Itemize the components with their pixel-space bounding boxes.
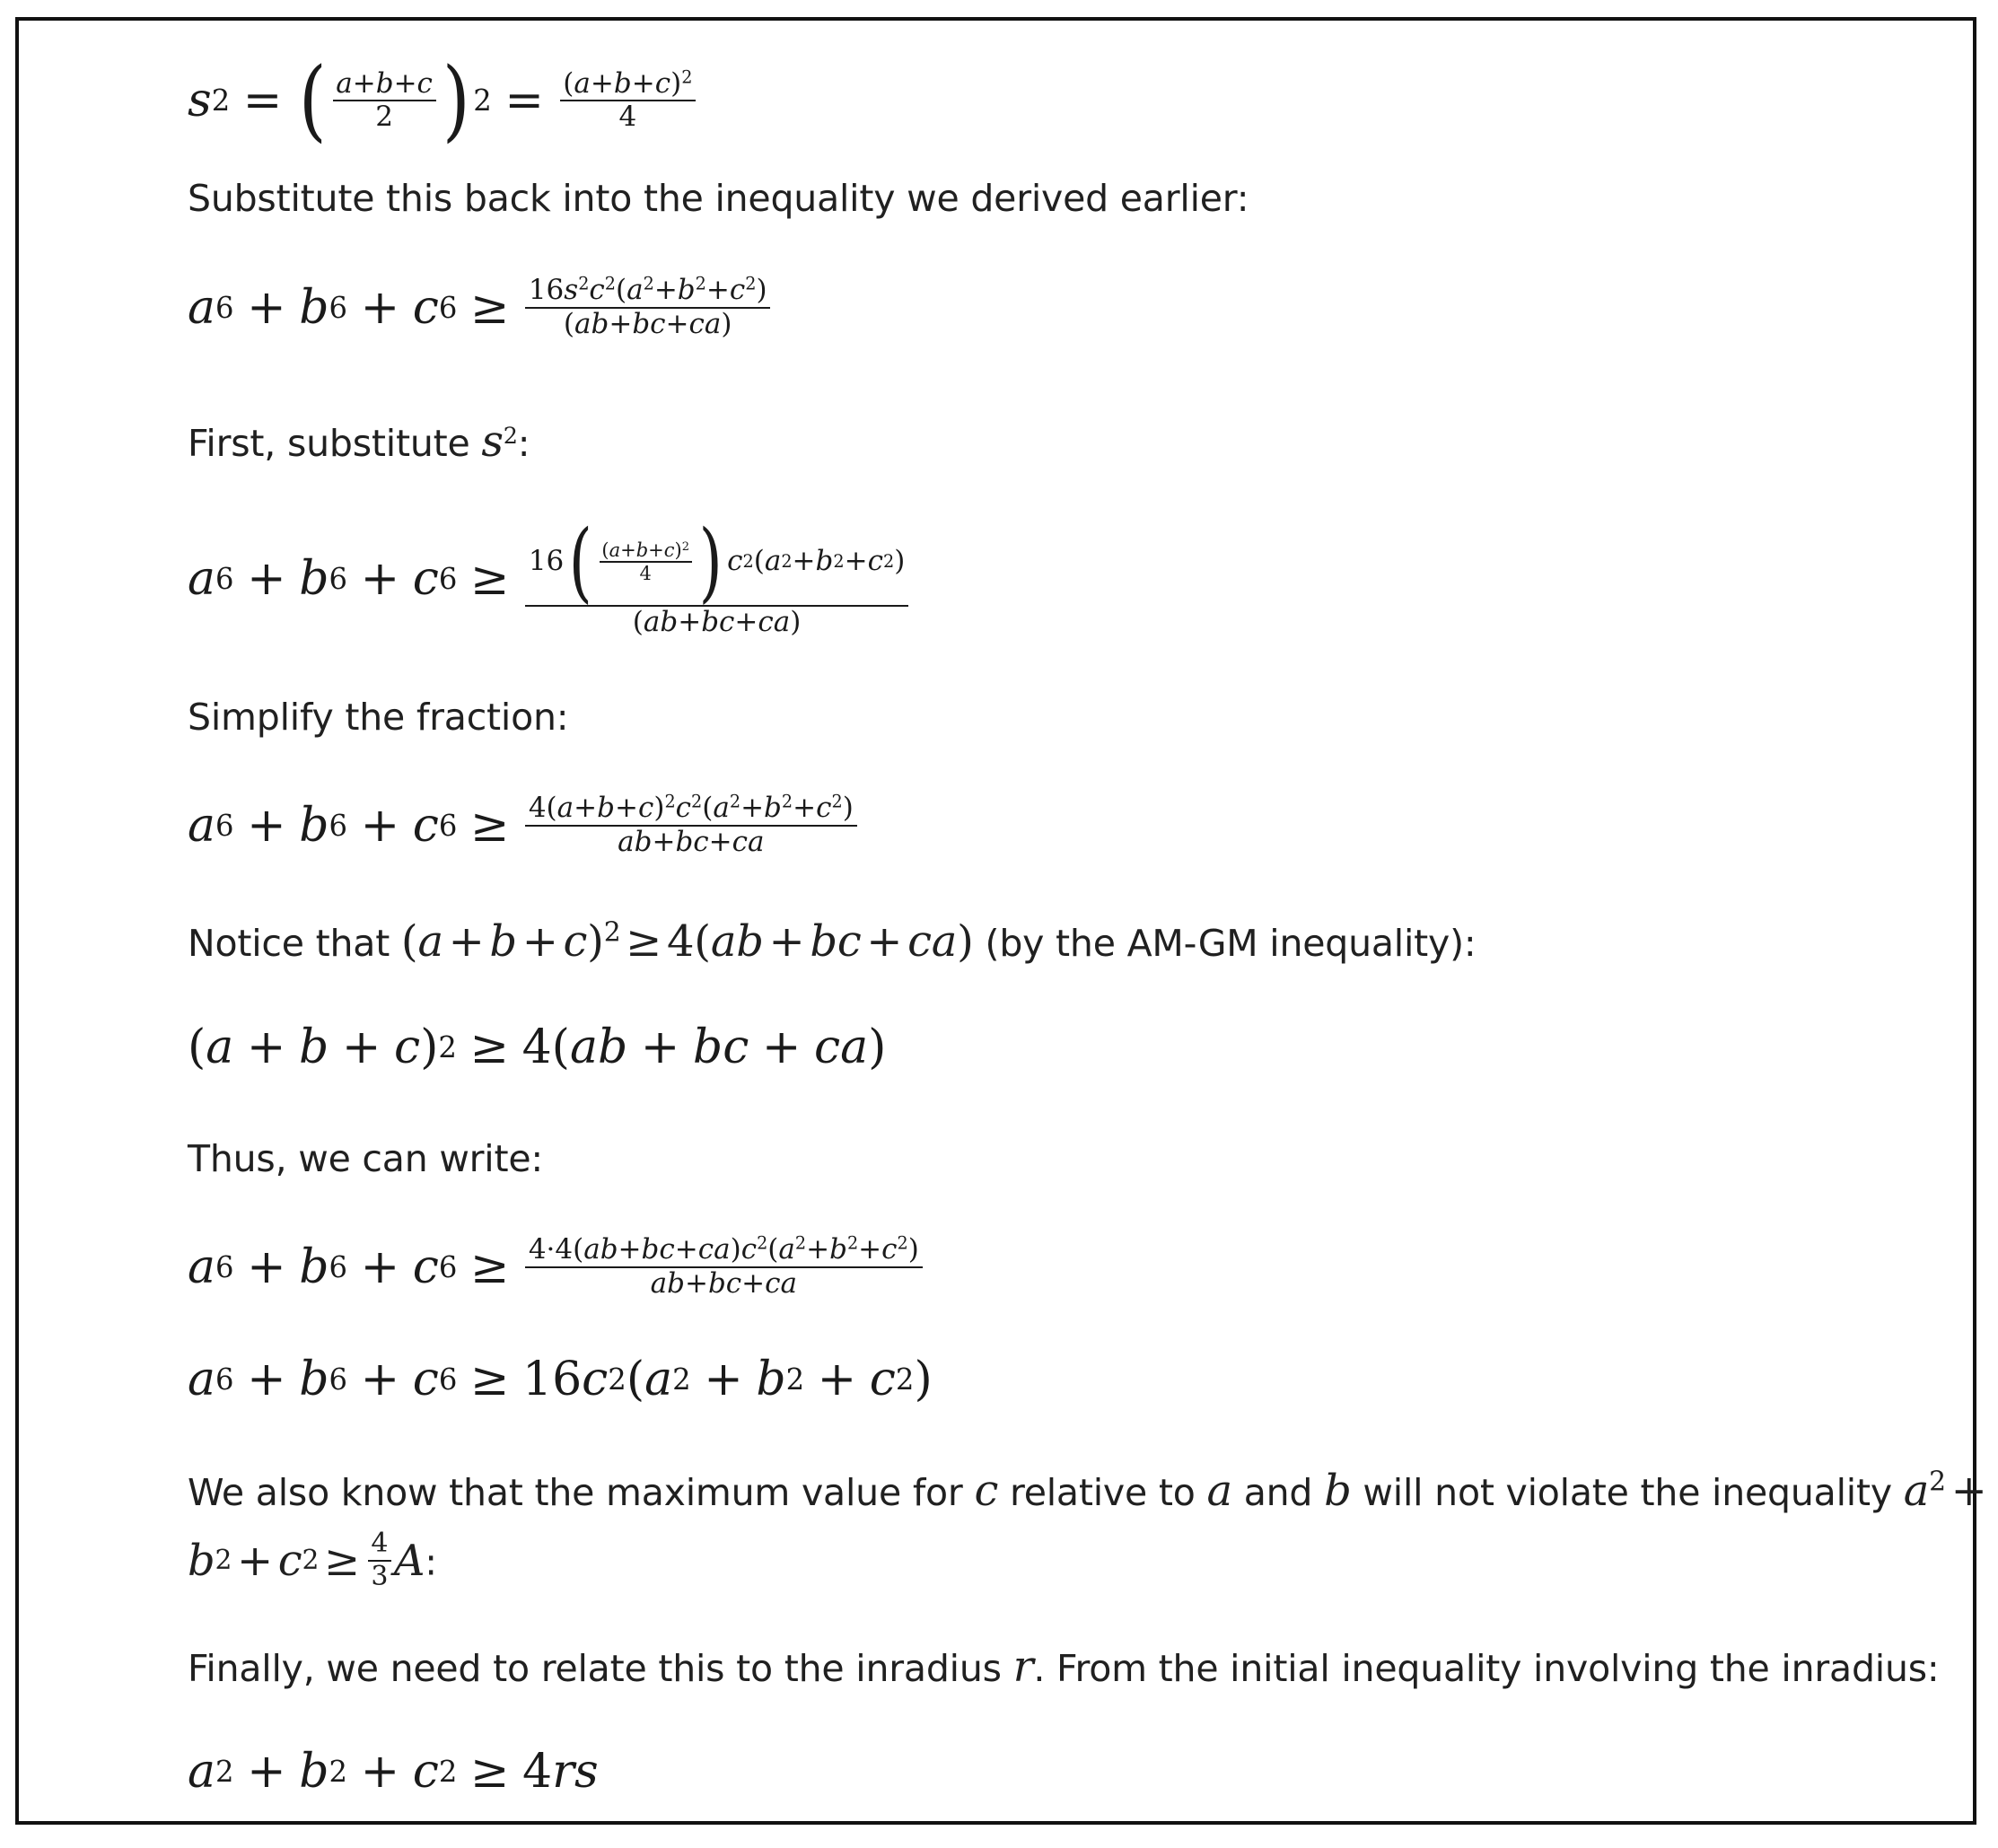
text-first-substitute: First, substitute $s^2$: bbox=[188, 416, 530, 467]
document-frame bbox=[15, 17, 1987, 1825]
equation-inradius: a 2 + b 2 + c 2 ≥ 4 rs bbox=[188, 1745, 599, 1799]
text-substitute-back: Substitute this back into the inequality we derived earlier: bbox=[188, 177, 1249, 220]
equation-s-squared: s 2 = ( $\frac{a+b+c}{2}$ ) 2 = $\frac{(a+b+c)^2}{4}$ bbox=[188, 57, 698, 145]
equation-thus-fraction: a 6 + b 6 + c 6 ≥ $\frac{4\cdot 4(ab+bc+ca)c^2(a^2+b^2+c^2)}{ab+bc+ca}$ bbox=[188, 1234, 925, 1300]
text-thus: Thus, we can write: bbox=[188, 1137, 544, 1180]
document-content bbox=[188, 21, 1987, 1821]
text-notice-amgm: Notice that $(a + b + c)^2 \ge 4(ab$ + bc + ca) (by the AM-GM inequality): bbox=[188, 916, 1477, 967]
equation-substituted-inequality: a 6 + b 6 + c 6 ≥ $\frac{16s^2c^2(a^2+b^2+c^2)}{(ab+bc+ca)}$ bbox=[188, 275, 773, 340]
equation-amgm: ( a + b + c ) 2 ≥ 4( ab + bc + ca ) bbox=[188, 1020, 887, 1074]
text-finally-inradius: Finally, we need to relate this to the inradius r. From the initial inequality involving the inradius: bbox=[188, 1642, 1940, 1692]
text-also-know-line2: b 2 + c 2 ≥ $\frac{4}{3}$ A : bbox=[188, 1528, 437, 1592]
equation-result: a 6 + b 6 + c 6 ≥ 16 c 2 ( a 2 + b 2 + c 2 ) bbox=[188, 1353, 933, 1406]
equation-simplified: a 6 + b 6 + c 6 ≥ $\frac{4(a+b+c)^2c^2(a^2+b^2+c^2)}{ab+bc+ca}$ bbox=[188, 793, 860, 858]
text-simplify: Simplify the fraction: bbox=[188, 696, 569, 739]
text-also-know-line1: We also know that the maximum value for c relative to a and b will not violate the inequality $a^2$ + bbox=[188, 1466, 1987, 1516]
equation-nested-fraction: a 6 + b 6 + c 6 ≥ 16 ( $\frac{(a+b+c)^2}{4}$ ) c 2 ( a 2 + b 2 + c 2 ) (ab+bc+ca) bbox=[188, 519, 911, 639]
